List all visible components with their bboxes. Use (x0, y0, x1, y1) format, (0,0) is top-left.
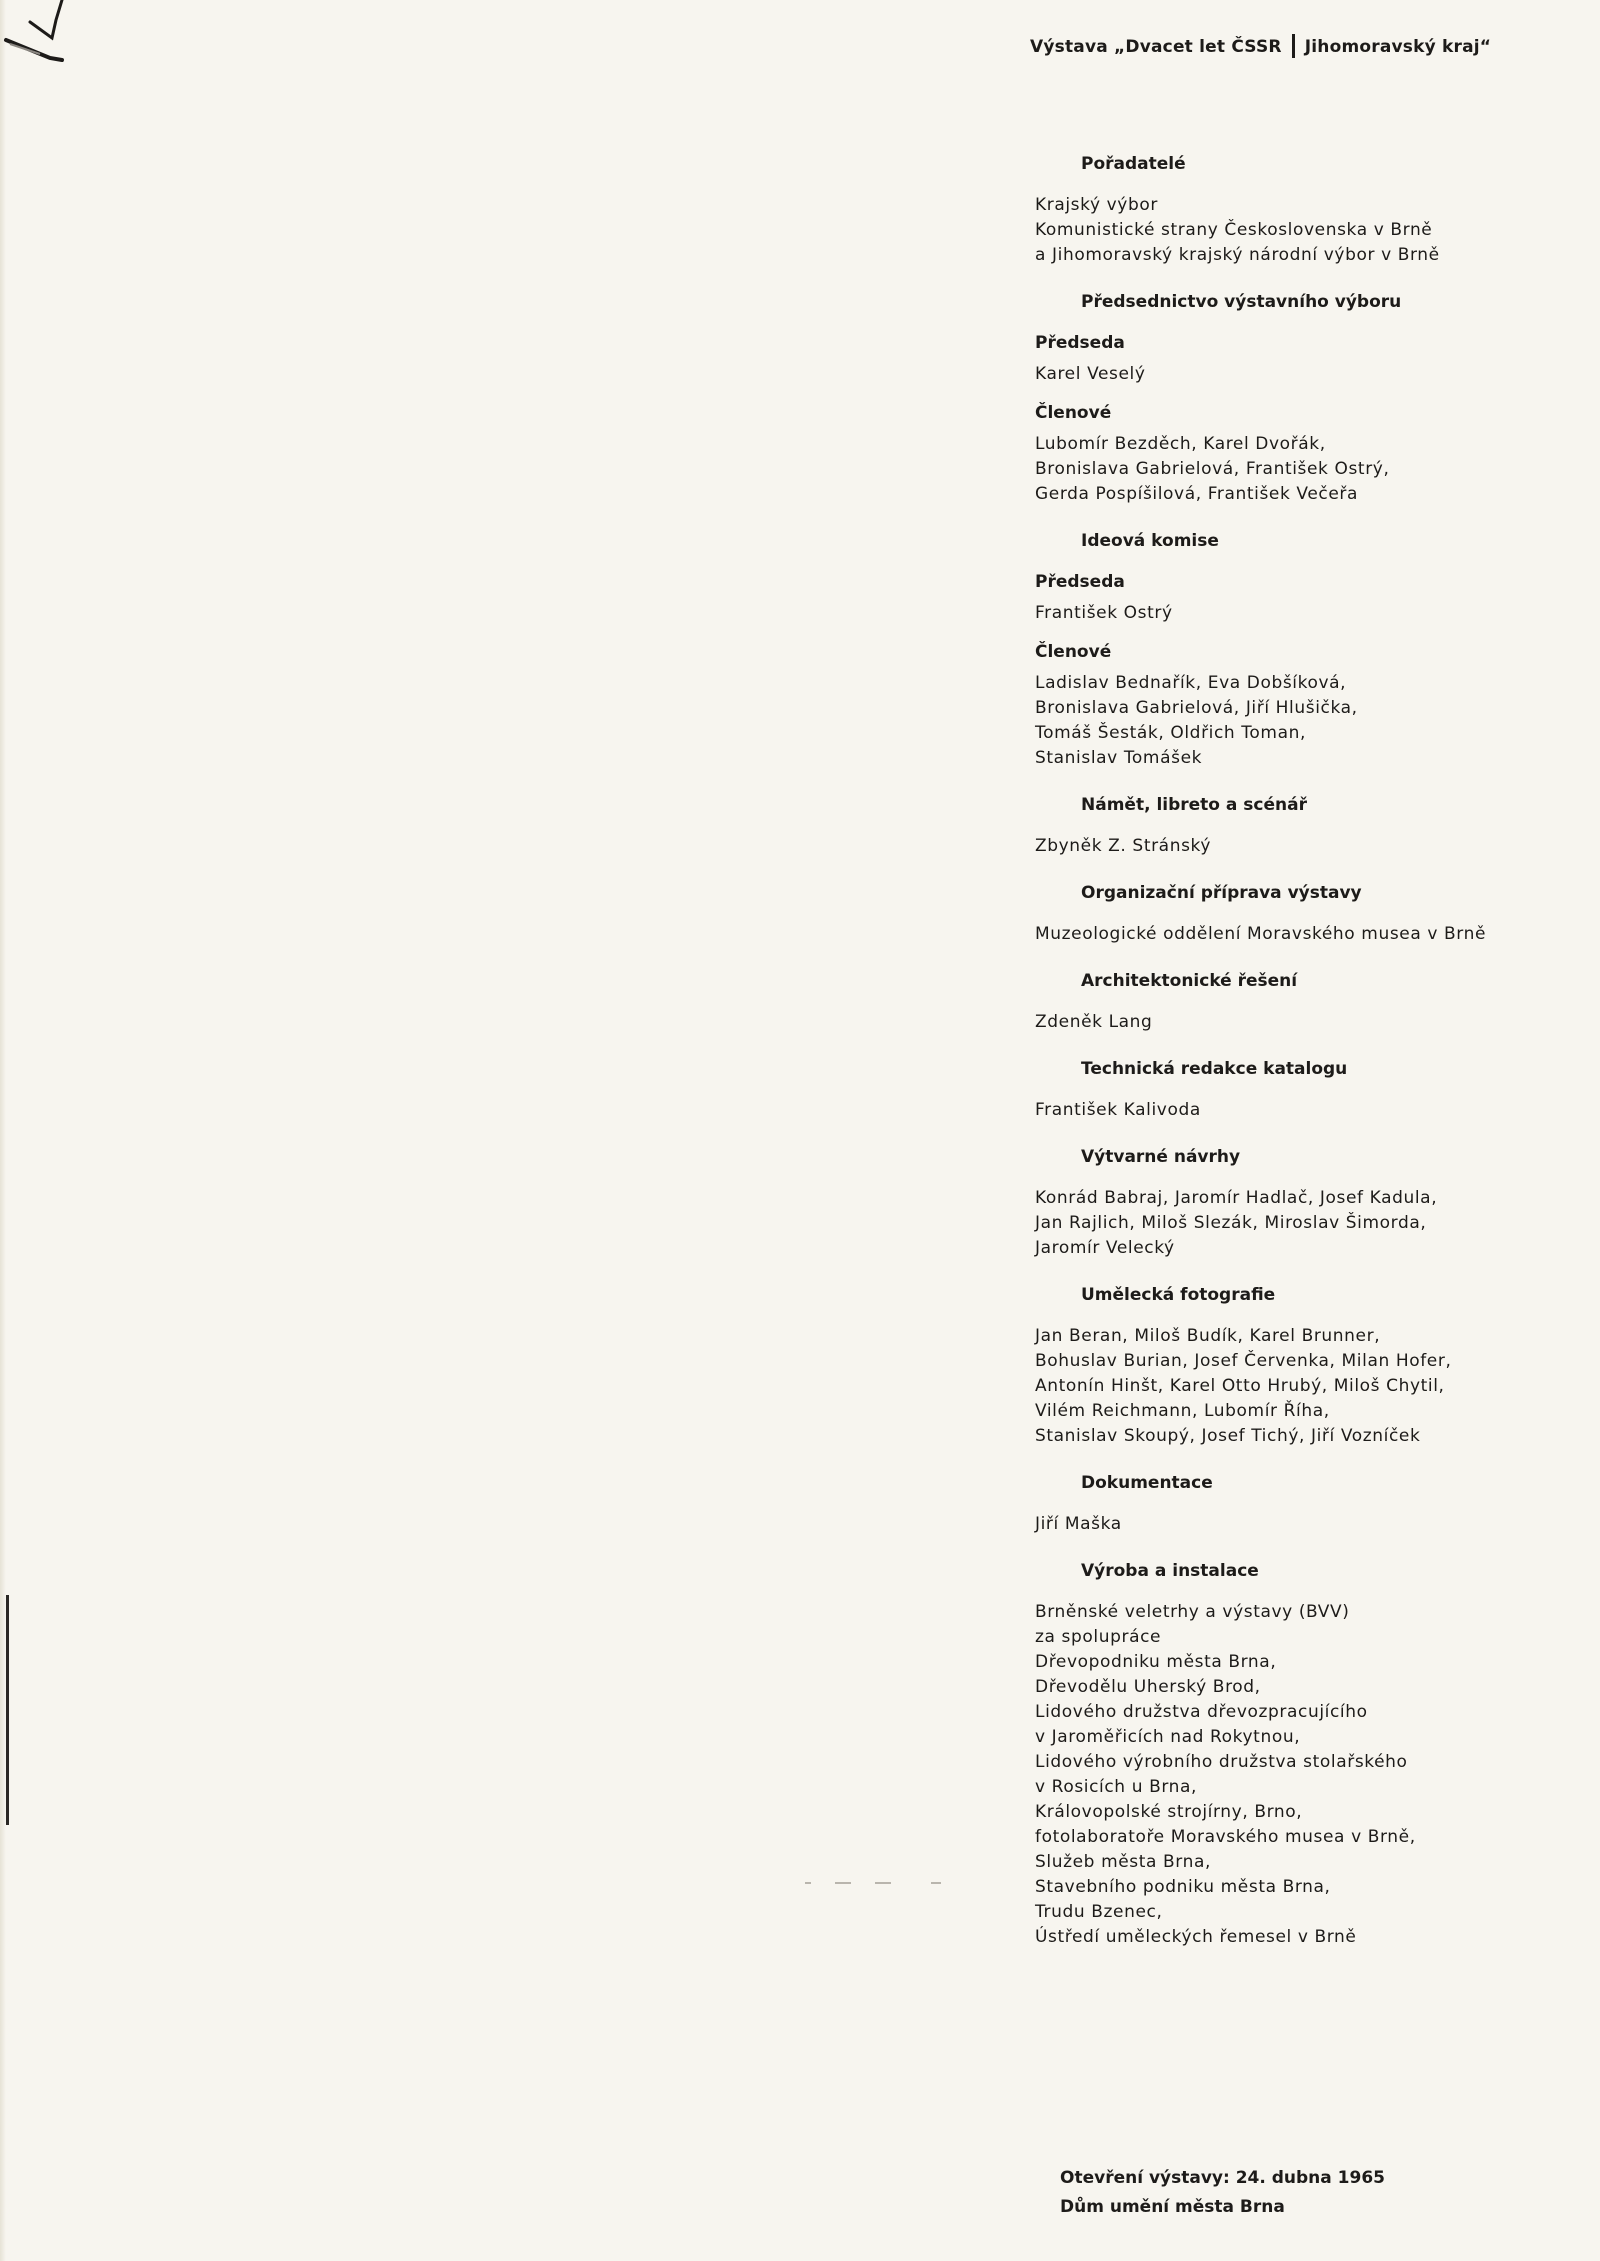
credit-line: Bohuslav Burian, Josef Červenka, Milan Hofer, (1035, 1351, 1452, 1371)
credit-line: Gerda Pospíšilová, František Večeřa (1035, 484, 1358, 504)
credit-line: Stanislav Tomášek (1035, 748, 1203, 768)
credit-line: Lidového družstva dřevozpracujícího (1035, 1702, 1368, 1722)
section-lines (1035, 1324, 1555, 1449)
section-organizers (1035, 152, 1555, 268)
role-heading: Předseda (1035, 333, 1125, 353)
section-heading: Architektonické řešení (1081, 971, 1298, 991)
role-heading: Členové (1035, 642, 1112, 662)
header-separator (1292, 34, 1295, 58)
credit-line: Jaromír Velecký (1035, 1238, 1175, 1258)
credit-line: Dřevopodniku města Brna, (1035, 1652, 1277, 1672)
section-heading: Dokumentace (1081, 1473, 1213, 1493)
section-heading: Výtvarné návrhy (1081, 1147, 1241, 1167)
credit-line: Trudu Bzenec, (1035, 1902, 1163, 1922)
role-lines (1035, 671, 1555, 771)
credit-line: Lubomír Bezděch, Karel Dvořák, (1035, 434, 1326, 454)
credit-line: Krajský výbor (1035, 195, 1158, 215)
section-lines (1035, 1600, 1555, 1950)
credit-line: Tomáš Šesták, Oldřich Toman, (1035, 723, 1306, 743)
section-lines (1035, 1512, 1555, 1537)
faint-dash-marks (805, 1880, 945, 1886)
section-lines (1035, 1186, 1555, 1261)
credit-line: v Jaroměřicích nad Rokytnou, (1035, 1727, 1301, 1747)
credit-line: Brněnské veletrhy a výstavy (BVV) (1035, 1602, 1350, 1622)
credit-line: Bronislava Gabrielová, František Ostrý, (1035, 459, 1390, 479)
credit-line: a Jihomoravský krajský národní výbor v Brně (1035, 245, 1440, 265)
section-catalogue-editing (1035, 1057, 1555, 1123)
section-documentation (1035, 1471, 1555, 1537)
credit-line: Muzeologické oddělení Moravského musea v Brně (1035, 924, 1487, 944)
credit-line: Antonín Hinšt, Karel Otto Hrubý, Miloš Chytil, (1035, 1376, 1445, 1396)
opening-date: Otevření výstavy: 24. dubna 1965 (1060, 2168, 1385, 2188)
credit-line: za spolupráce (1035, 1627, 1162, 1647)
section-presidium (1035, 290, 1555, 507)
credit-line: Zbyněk Z. Stránský (1035, 836, 1212, 856)
binding-edge-mark (6, 1595, 9, 1825)
section-heading: Předsednictvo výstavního výboru (1081, 292, 1402, 312)
credit-line: Královopolské strojírny, Brno, (1035, 1802, 1303, 1822)
credit-line: Služeb města Brna, (1035, 1852, 1211, 1872)
credit-line: Dřevodělu Uherský Brod, (1035, 1677, 1261, 1697)
credit-line: fotolaboratoře Moravského musea v Brně, (1035, 1827, 1416, 1847)
credit-line: Komunistické strany Československa v Brně (1035, 220, 1433, 240)
section-architecture (1035, 969, 1555, 1035)
section-lines (1035, 922, 1555, 947)
role-heading: Členové (1035, 403, 1112, 423)
credit-line: František Kalivoda (1035, 1100, 1201, 1120)
venue: Dům umění města Brna (1060, 2197, 1285, 2217)
role-lines (1035, 601, 1555, 626)
section-art-photography (1035, 1283, 1555, 1449)
credit-line: Bronislava Gabrielová, Jiří Hlušička, (1035, 698, 1358, 718)
section-heading: Námět, libreto a scénář (1081, 795, 1307, 815)
section-lines (1035, 834, 1555, 859)
section-lines (1035, 1098, 1555, 1123)
page-left-edge (0, 0, 6, 2261)
section-lines (1035, 1010, 1555, 1035)
header-region: Jihomoravský kraj“ (1304, 37, 1492, 57)
role-lines (1035, 432, 1555, 507)
section-ideological-commission (1035, 529, 1555, 771)
credit-line: Zdeněk Lang (1035, 1012, 1153, 1032)
header-title: Výstava „Dvacet let ČSSR (1030, 37, 1282, 57)
role-lines (1035, 362, 1555, 387)
credit-line: Karel Veselý (1035, 364, 1146, 384)
credit-line: Jan Beran, Miloš Budík, Karel Brunner, (1035, 1326, 1381, 1346)
credit-line: Jan Rajlich, Miloš Slezák, Miroslav Šimorda, (1035, 1213, 1427, 1233)
credit-line: Lidového výrobního družstva stolařského (1035, 1752, 1408, 1772)
credit-line: Konrád Babraj, Jaromír Hadlač, Josef Kadula, (1035, 1188, 1438, 1208)
credit-line: Jiří Maška (1035, 1514, 1122, 1534)
section-lines (1035, 193, 1555, 268)
exhibition-footer (1060, 2164, 1385, 2222)
section-art-designs (1035, 1145, 1555, 1261)
credit-line: v Rosicích u Brna, (1035, 1777, 1198, 1797)
credit-line: Stavebního podniku města Brna, (1035, 1877, 1331, 1897)
section-organizational-preparation (1035, 881, 1555, 947)
role-heading: Předseda (1035, 572, 1125, 592)
torn-corner-mark (0, 0, 90, 70)
section-production-installation (1035, 1559, 1555, 1950)
section-heading: Technická redakce katalogu (1081, 1059, 1348, 1079)
exhibition-header (1030, 34, 1510, 58)
section-heading: Pořadatelé (1081, 154, 1186, 174)
credit-line: Ústředí uměleckých řemesel v Brně (1035, 1927, 1357, 1947)
section-heading: Organizační příprava výstavy (1081, 883, 1362, 903)
credit-line: Ladislav Bednařík, Eva Dobšíková, (1035, 673, 1347, 693)
section-heading: Ideová komise (1081, 531, 1219, 551)
credits-column (1035, 152, 1555, 1972)
section-heading: Výroba a instalace (1081, 1561, 1259, 1581)
section-heading: Umělecká fotografie (1081, 1285, 1276, 1305)
credit-line: Vilém Reichmann, Lubomír Říha, (1035, 1401, 1330, 1421)
credit-line: František Ostrý (1035, 603, 1173, 623)
credit-line: Stanislav Skoupý, Josef Tichý, Jiří Vozníček (1035, 1426, 1421, 1446)
section-concept-script (1035, 793, 1555, 859)
